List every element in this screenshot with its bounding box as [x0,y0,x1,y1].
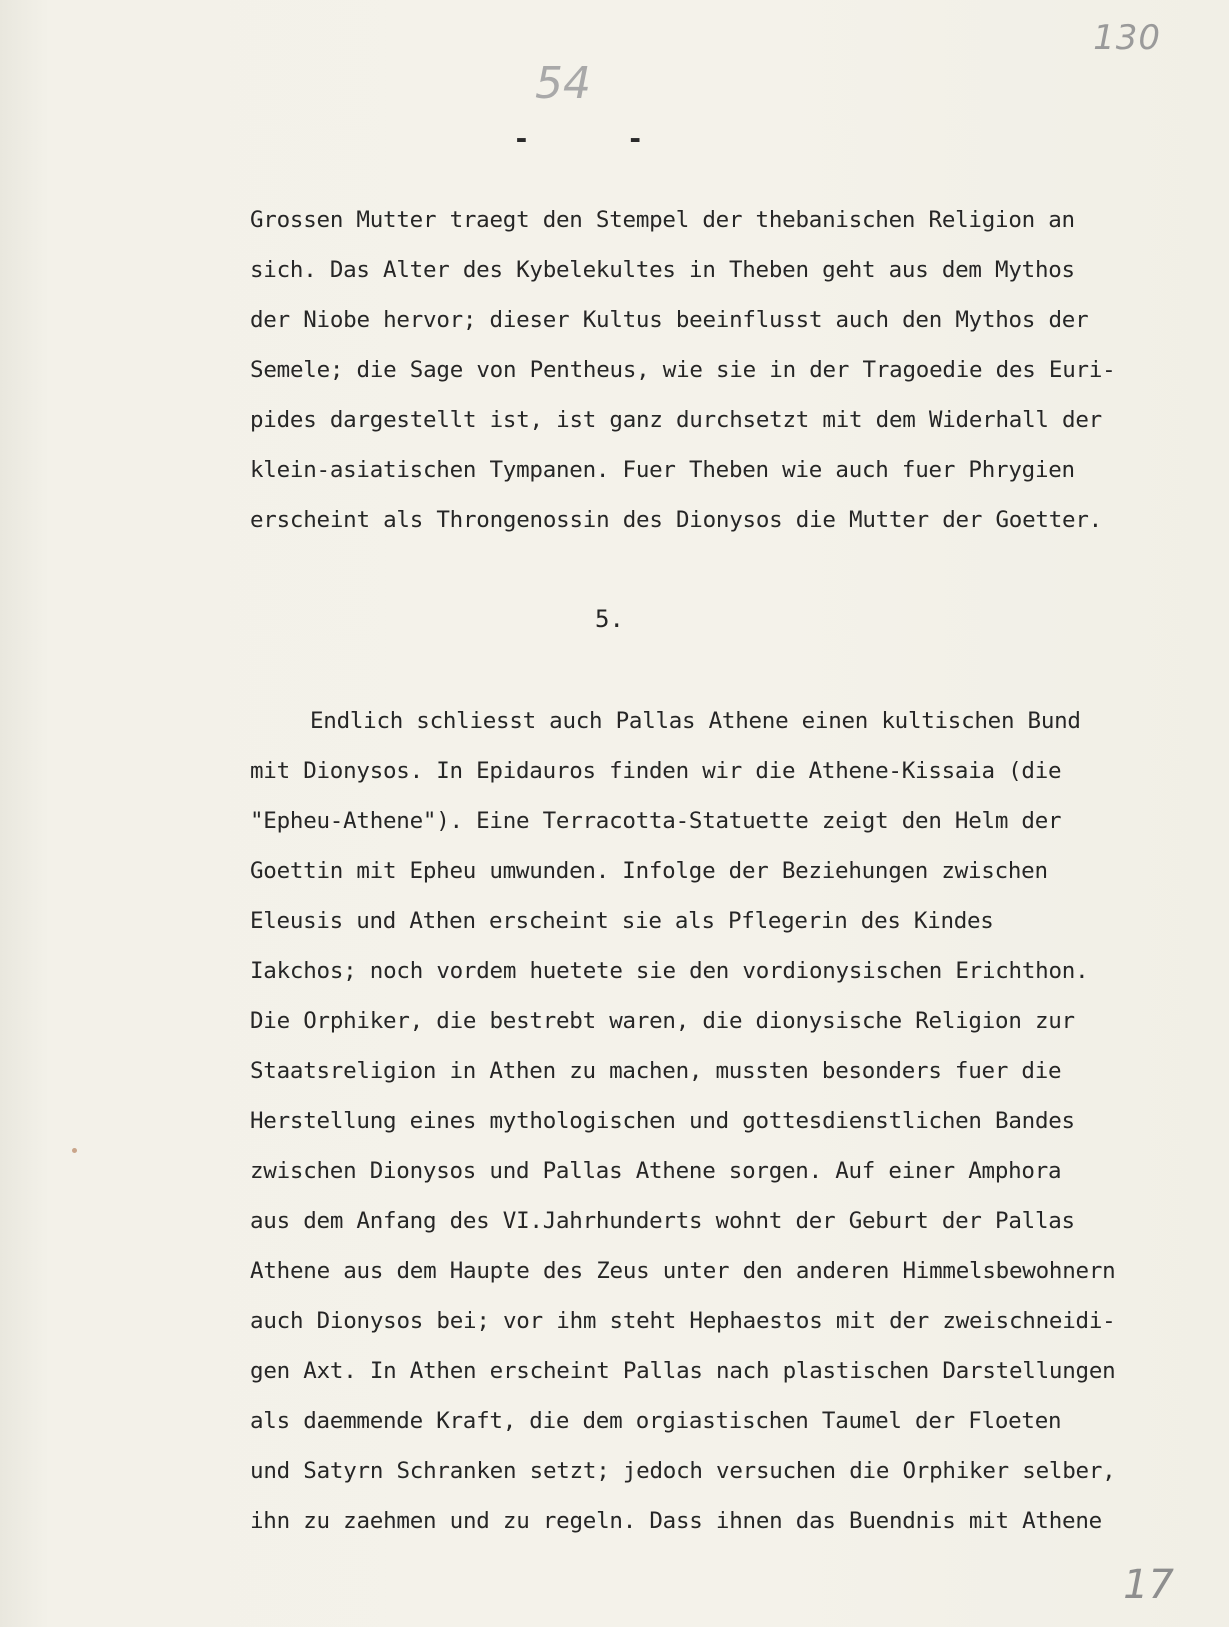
text-line: sich. Das Alter des Kybelekultes in Theben geht aus dem Mythos [250,257,1075,283]
text-line: Eleusis und Athen erscheint sie als Pflegerin des Kindes [250,908,994,934]
handwritten-page-number: 54 [535,58,591,109]
section-number: 5. [595,605,624,633]
text-line: Endlich schliesst auch Pallas Athene einen kultischen Bund [310,708,1081,734]
text-line: und Satyrn Schranken setzt; jedoch versuchen die Orphiker selber, [250,1458,1116,1484]
paragraph-1 [250,195,1210,545]
text-line: "Epheu-Athene"). Eine Terracotta-Statuette zeigt den Helm der [250,808,1062,834]
text-line: Athene aus dem Haupte des Zeus unter den anderen Himmelsbewohnern [250,1258,1116,1284]
text-line: erscheint als Throngenossin des Dionysos die Mutter der Goetter. [250,507,1102,533]
text-line: als daemmende Kraft, die dem orgiastischen Taumel der Floeten [250,1408,1062,1434]
text-line: zwischen Dionysos und Pallas Athene sorgen. Auf einer Amphora [250,1158,1062,1184]
text-line: aus dem Anfang des VI.Jahrhunderts wohnt der Geburt der Pallas [250,1208,1075,1234]
paragraph-2 [250,696,1210,1546]
text-line: mit Dionysos. In Epidauros finden wir die Athene-Kissaia (die [250,758,1062,784]
text-line: auch Dionysos bei; vor ihm steht Hephaestos mit der zweischneidi- [250,1308,1116,1334]
text-line: pides dargestellt ist, ist ganz durchsetzt mit dem Widerhall der [250,407,1102,433]
text-line: ihn zu zaehmen und zu regeln. Dass ihnen das Buendnis mit Athene [250,1508,1102,1534]
paper-spot [72,1148,77,1153]
typed-page-mark: - - [513,122,684,155]
text-line: Herstellung eines mythologischen und gottesdienstlichen Bandes [250,1108,1075,1134]
text-line: Semele; die Sage von Pentheus, wie sie in der Tragoedie des Euri- [250,357,1116,383]
text-line: Die Orphiker, die bestrebt waren, die dionysische Religion zur [250,1008,1075,1034]
text-line: Staatsreligion in Athen zu machen, mussten besonders fuer die [250,1058,1062,1084]
text-line: Iakchos; noch vordem huetete sie den vordionysischen Erichthon. [250,958,1089,984]
text-line: Grossen Mutter traegt den Stempel der thebanischen Religion an [250,207,1075,233]
text-line: gen Axt. In Athen erscheint Pallas nach plastischen Darstellungen [250,1358,1116,1384]
text-line: Goettin mit Epheu umwunden. Infolge der Beziehungen zwischen [250,858,1048,884]
text-line: klein-asiatischen Tympanen. Fuer Theben wie auch fuer Phrygien [250,457,1075,483]
folio-number-top: 130 [1093,18,1161,58]
text-line: der Niobe hervor; dieser Kultus beeinflusst auch den Mythos der [250,307,1089,333]
folio-number-bottom: 17 [1123,1562,1174,1608]
